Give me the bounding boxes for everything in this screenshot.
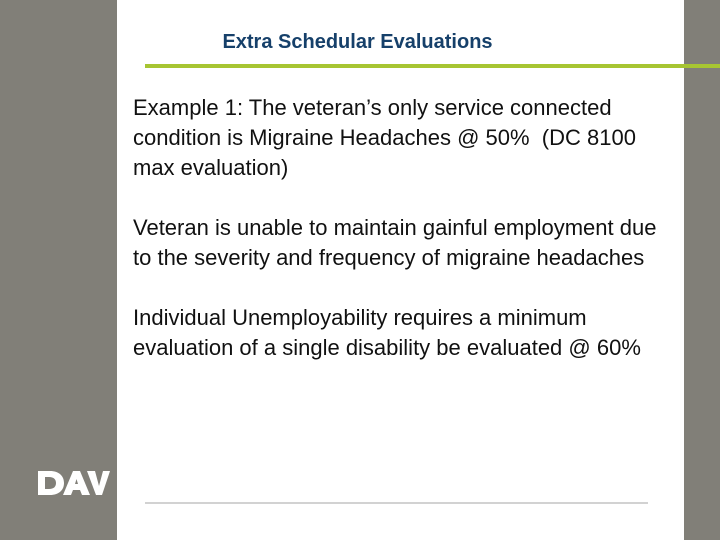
left-side-bar (0, 0, 117, 540)
dav-logo-icon (36, 464, 110, 502)
slide-body (133, 93, 668, 393)
paragraph-example: Example 1: The veteran’s only service connected condition is Migraine Headaches @ 50% (DC 8100 max evaluation) (133, 95, 643, 180)
paragraph-individual-unemployability: Individual Unemployability requires a minimum evaluation of a single disability be evaluated @ 60% (133, 305, 641, 360)
paragraph-employment: Veteran is unable to maintain gainful employment due to the severity and frequency of migraine headaches (133, 215, 663, 270)
slide-title: Extra Schedular Evaluations (222, 31, 493, 53)
title-underline (145, 64, 720, 68)
right-side-bar (684, 0, 720, 540)
footer-rule (145, 502, 648, 504)
